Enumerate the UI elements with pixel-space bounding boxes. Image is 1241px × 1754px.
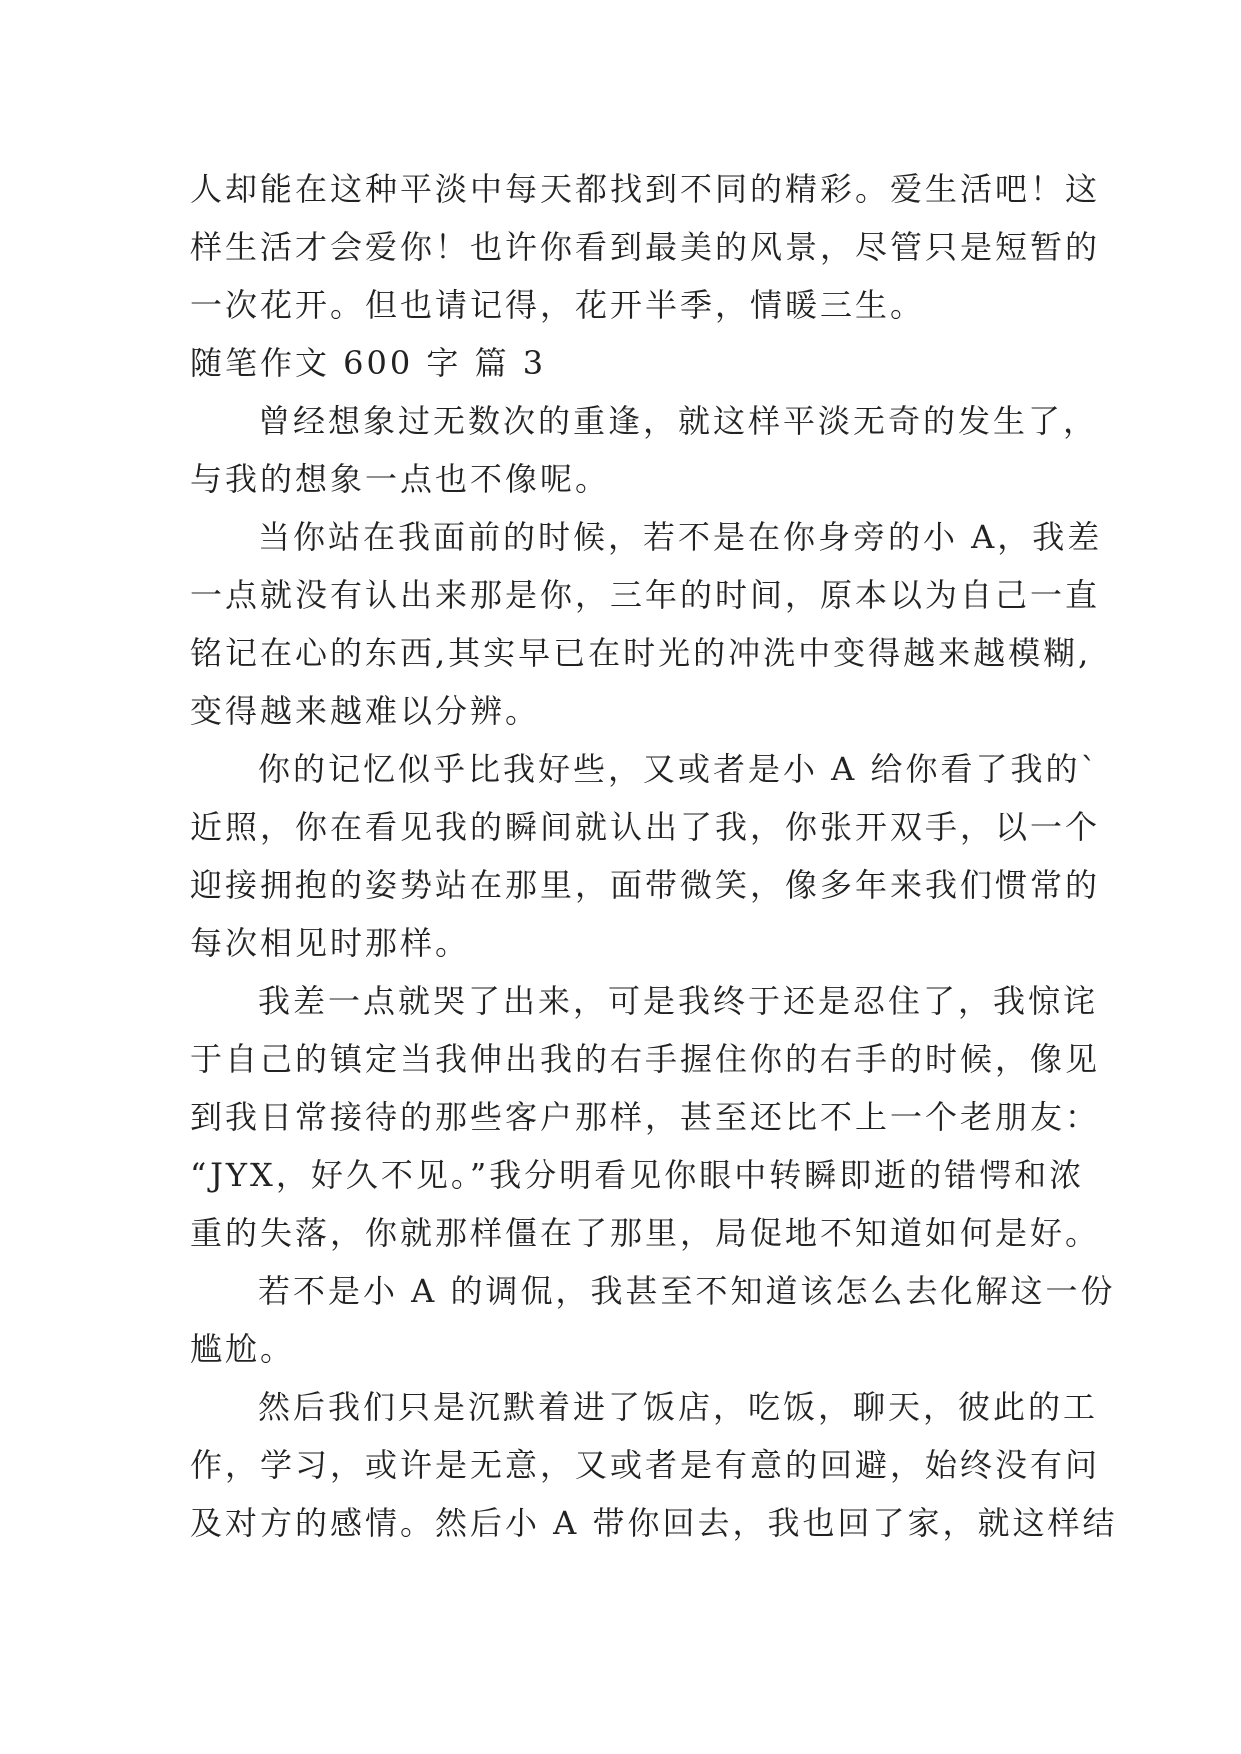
intro-line: 人却能在这种平淡中每天都找到不同的精彩。爱生活吧！这 <box>190 170 1101 208</box>
paragraph <box>190 740 1101 972</box>
paragraph <box>190 508 1103 740</box>
paragraph-line: 曾经想象过无数次的重逢，就这样平淡无奇的发生了， <box>258 402 1099 440</box>
paragraph-line: 变得越来越难以分辨。 <box>190 692 541 730</box>
paragraph-line: 若不是小 A 的调侃，我甚至不知道该怎么去化解这一份 <box>258 1272 1116 1310</box>
paragraph-line: 每次相见时那样。 <box>190 924 471 962</box>
paragraph-line: 到我日常接待的那些客户那样，甚至还比不上一个老朋友： <box>190 1098 1101 1136</box>
paragraph-line: “JYX，好久不见。”我分明看见你眼中转瞬即逝的错愕和浓 <box>190 1156 1085 1194</box>
paragraph-line: 作，学习，或许是无意，又或者是有意的回避，始终没有问 <box>190 1446 1101 1484</box>
paragraph <box>190 392 1099 508</box>
paragraph-line: 迎接拥抱的姿势站在那里，面带微笑，像多年来我们惯常的 <box>190 866 1101 904</box>
paragraph-line: 你的记忆似乎比我好些，又或者是小 A 给你看了我的` <box>258 750 1100 788</box>
paragraph <box>190 1262 1116 1378</box>
paragraph-line: 然后我们只是沉默着进了饭店，吃饭，聊天，彼此的工 <box>258 1388 1099 1426</box>
paragraph-line: 铭记在心的东西,其实早已在时光的冲洗中变得越来越模糊, <box>190 634 1092 672</box>
paragraph-line: 我差一点就哭了出来，可是我终于还是忍住了，我惊诧 <box>258 982 1099 1020</box>
intro-line: 一次花开。但也请记得，花开半季，情暖三生。 <box>190 286 926 324</box>
paragraph <box>190 1378 1118 1552</box>
paragraph-line: 与我的想象一点也不像呢。 <box>190 460 611 498</box>
paragraph-line: 当你站在我面前的时候，若不是在你身旁的小 A，我差 <box>258 518 1103 556</box>
document-body <box>190 160 1118 1552</box>
paragraph-line: 一点就没有认出来那是你，三年的时间，原本以为自己一直 <box>190 576 1101 614</box>
intro-line: 样生活才会爱你！也许你看到最美的风景，尽管只是短暂的 <box>190 228 1101 266</box>
paragraph-line: 尴尬。 <box>190 1330 296 1368</box>
paragraph <box>190 972 1101 1262</box>
paragraph-line: 重的失落，你就那样僵在了那里，局促地不知道如何是好。 <box>190 1214 1101 1252</box>
paragraph-line: 及对方的感情。然后小 A 带你回去，我也回了家，就这样结 <box>190 1504 1118 1542</box>
paragraph-line: 近照，你在看见我的瞬间就认出了我，你张开双手，以一个 <box>190 808 1101 846</box>
paragraph-line: 于自己的镇定当我伸出我的右手握住你的右手的时候，像见 <box>190 1040 1101 1078</box>
section-heading: 随笔作文 600 字 篇 3 <box>190 344 547 382</box>
